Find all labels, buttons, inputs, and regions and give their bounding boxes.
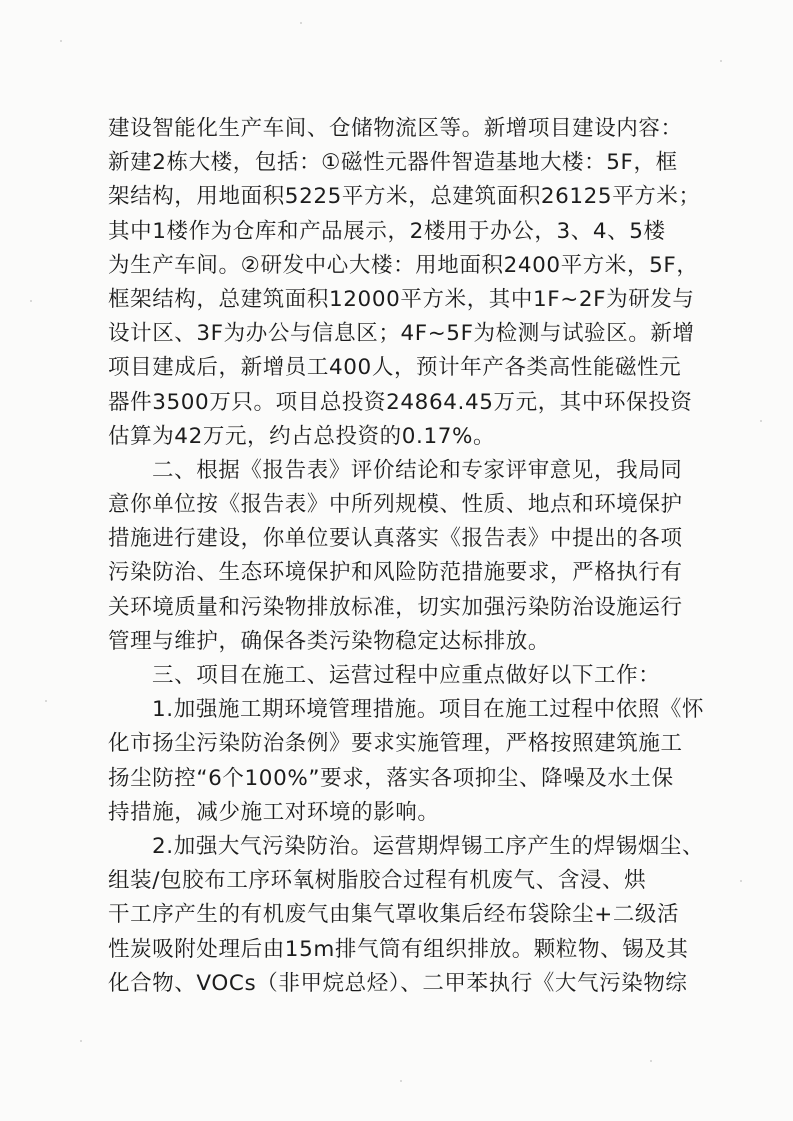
document-body: [108, 112, 705, 1001]
text-line: 新建2栋大楼，包括：①磁性元器件智造基地大楼：5F，框: [108, 150, 678, 176]
text-line: 三、项目在施工、运营过程中应重点做好以下工作：: [152, 663, 661, 688]
text-line: 干工序产生的有机废气由集气罩收集后经布袋除尘+二级活: [108, 902, 680, 928]
text-line: 架结构，用地面积5225平方米，总建筑面积26125平方米；: [108, 184, 701, 210]
text-line: 估算为42万元，约占总投资的0.17%。: [108, 423, 496, 449]
text-line: 扬尘防控“6个100%”要求，落实各项抑尘、降噪及水土保: [108, 765, 674, 791]
text-line: 器件3500万只。项目总投资24864.45万元，其中环保投资: [108, 389, 693, 415]
text-line: 为生产车间。②研发中心大楼：用地面积2400平方米，5F，: [108, 252, 699, 278]
text-line: 框架结构，总建筑面积12000平方米，其中1F~2F为研发与: [108, 286, 695, 312]
text-line: 设计区、3F为办公与信息区；4F~5F为检测与试验区。新增: [108, 321, 695, 347]
text-line: 持措施，减少施工对环境的影响。: [108, 799, 440, 825]
text-line: 关环境质量和污染物排放标准，切实加强污染防治设施运行: [108, 594, 683, 620]
text-line: 1.加强施工期环境管理措施。项目在施工过程中依照《怀: [152, 697, 705, 723]
text-line: 化合物、VOCs（非甲烷总烃）、二甲苯执行《大气污染物综: [108, 970, 688, 996]
text-line: 建设智能化生产车间、仓储物流区等。新增项目建设内容：: [108, 116, 683, 141]
text-line: 化市扬尘污染防治条例》要求实施管理，严格按照建筑施工: [108, 731, 683, 757]
text-line: 污染防治、生态环境保护和风险防范措施要求，严格执行有: [108, 560, 683, 586]
text-line: 2.加强大气污染防治。运营期焊锡工序产生的焊锡烟尘、: [152, 833, 705, 859]
text-line: 性炭吸附处理后由15m排气筒有组织排放。颗粒物、锡及其: [108, 936, 689, 962]
text-line: 组装/包胶布工序环氧树脂胶合过程有机废气、含浸、烘: [108, 868, 647, 894]
text-line: 意你单位按《报告表》中所列规模、性质、地点和环境保护: [108, 492, 683, 518]
text-line: 项目建成后，新增员工400人，预计年产各类高性能磁性元: [108, 355, 682, 381]
text-line: 措施进行建设，你单位要认真落实《报告表》中提出的各项: [108, 526, 683, 552]
text-line: 其中1楼作为仓库和产品展示，2楼用于办公，3、4、5楼: [108, 218, 666, 244]
text-line: 二、根据《报告表》评价结论和专家评审意见，我局同: [152, 457, 683, 483]
text-line: 管理与维护，确保各类污染物稳定达标排放。: [108, 628, 551, 654]
